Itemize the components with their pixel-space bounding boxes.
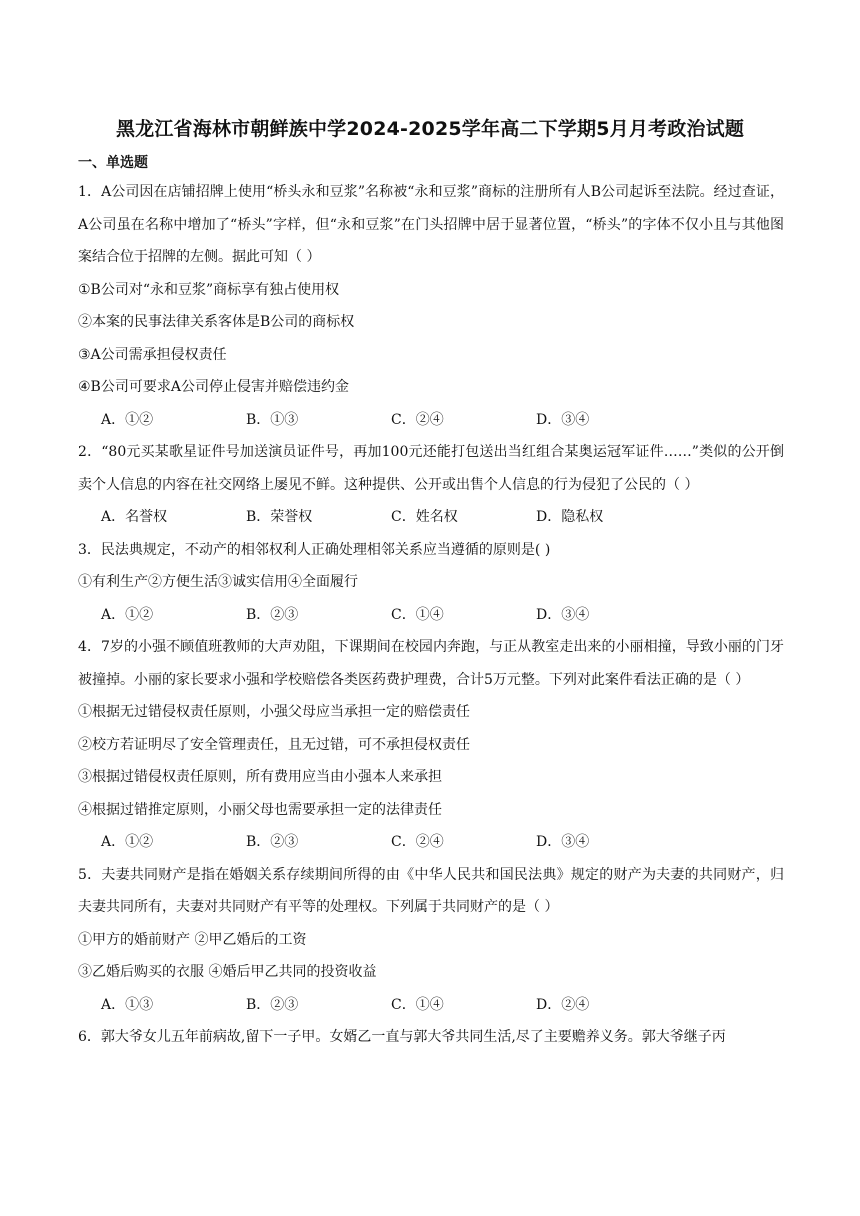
statement-item: ②校方若证明尽了安全管理责任，且无过错，可不承担侵权责任 xyxy=(78,736,470,753)
answer-option: B．荣誉权 xyxy=(246,509,313,525)
question-block xyxy=(78,859,784,1022)
answer-option: A．①② xyxy=(101,606,154,623)
question-stem: 3．民法典规定，不动产的相邻权利人正确处理相邻关系应当遵循的原则是( ) xyxy=(78,541,551,558)
question-block xyxy=(78,436,784,534)
page-title: 黑龙江省海林市朝鲜族中学2024-2025学年高二下学期5月月考政治试题 xyxy=(115,118,745,140)
question-stem: 5．夫妻共同财产是指在婚姻关系存续期间所得的由《中华人民共和国民法典》规定的财产为夫妻的共同财产，归夫妻共同所有，夫妻对共同财产有平等的处理权。下列属于共同财产的是（ ） xyxy=(78,866,784,915)
statement-item: ④根据过错推定原则，小丽父母也需要承担一定的法律责任 xyxy=(78,801,442,818)
answer-option: A．①② xyxy=(101,411,154,428)
statement-item: ③乙婚后购买的衣服 ④婚后甲乙共同的投资收益 xyxy=(78,964,377,980)
statement-item: ③A公司需承担侵权责任 xyxy=(78,346,227,363)
answer-option: D．隐私权 xyxy=(536,509,604,525)
answer-option: C．姓名权 xyxy=(391,509,458,525)
question-stem: 4．7岁的小强不顾值班教师的大声劝阻，下课期间在校园内奔跑，与正从教室走出来的小丽相撞，导致小丽的门牙被撞掉。小丽的家长要求小强和学校赔偿各类医药费护理费，合计5万元整。下列对此案件看法正确的是（ ） xyxy=(78,639,784,688)
statement-item: ②本案的民事法律关系客体是B公司的商标权 xyxy=(78,314,355,330)
answer-option: D．③④ xyxy=(536,606,590,623)
answer-options xyxy=(78,599,784,632)
answer-option: B．①③ xyxy=(246,411,299,428)
answer-option: C．①④ xyxy=(391,996,444,1013)
question-block xyxy=(78,534,784,632)
answer-option: B．②③ xyxy=(246,996,299,1013)
answer-option: A．①② xyxy=(101,834,154,850)
question-block xyxy=(78,1021,784,1054)
answer-options xyxy=(78,989,784,1022)
section-heading: 一、单选题 xyxy=(78,155,148,171)
statement-item: ③根据过错侵权责任原则，所有费用应当由小强本人来承担 xyxy=(78,769,442,785)
question-block xyxy=(78,176,784,436)
statement-item: ①根据无过错侵权责任原则，小强父母应当承担一定的赔偿责任 xyxy=(78,704,470,720)
answer-option: A．①③ xyxy=(101,996,154,1013)
statement-item: ①甲方的婚前财产 ②甲乙婚后的工资 xyxy=(78,931,307,948)
question-stem: 1．A公司因在店铺招牌上使用“桥头永和豆浆”名称被“永和豆浆”商标的注册所有人B公司起诉至法院。经过查证，A公司虽在名称中增加了“桥头”字样，但“永和豆浆”在门头招牌中居于显著位置，“桥头”的字体不仅小且与其他图案结合位于招牌的左侧。据此可知（ ） xyxy=(78,184,784,265)
question-block xyxy=(78,631,784,859)
statement-item: ④B公司可要求A公司停止侵害并赔偿违约金 xyxy=(78,379,349,395)
answer-option: C．②④ xyxy=(391,834,444,850)
answer-option: D．③④ xyxy=(536,411,590,428)
statement-item: ①有利生产②方便生活③诚实信用④全面履行 xyxy=(78,574,358,590)
question-stem: 2．“80元买某歌星证件号加送演员证件号，再加100元还能打包送出当红组合某奥运冠军证件……”类似的公开倒卖个人信息的内容在社交网络上屡见不鲜。这种提供、公开或出售个人信息的行为侵犯了公民的（ ） xyxy=(78,444,784,493)
answer-option: D．②④ xyxy=(536,996,590,1013)
answer-option: A．名誉权 xyxy=(101,509,168,525)
answer-option: C．①④ xyxy=(391,606,444,623)
answer-options xyxy=(78,501,784,534)
answer-option: B．②③ xyxy=(246,834,299,850)
answer-option: C．②④ xyxy=(391,411,444,428)
answer-option: D．③④ xyxy=(536,834,590,850)
answer-options xyxy=(78,404,784,437)
questions-list xyxy=(78,176,784,1054)
answer-options xyxy=(78,826,784,859)
statement-item: ①B公司对“永和豆浆”商标享有独占使用权 xyxy=(78,281,340,298)
question-stem: 6．郭大爷女儿五年前病故,留下一子甲。女婿乙一直与郭大爷共同生活,尽了主要赡养义务。郭大爷继子丙 xyxy=(78,1029,726,1045)
answer-option: B．②③ xyxy=(246,606,299,623)
